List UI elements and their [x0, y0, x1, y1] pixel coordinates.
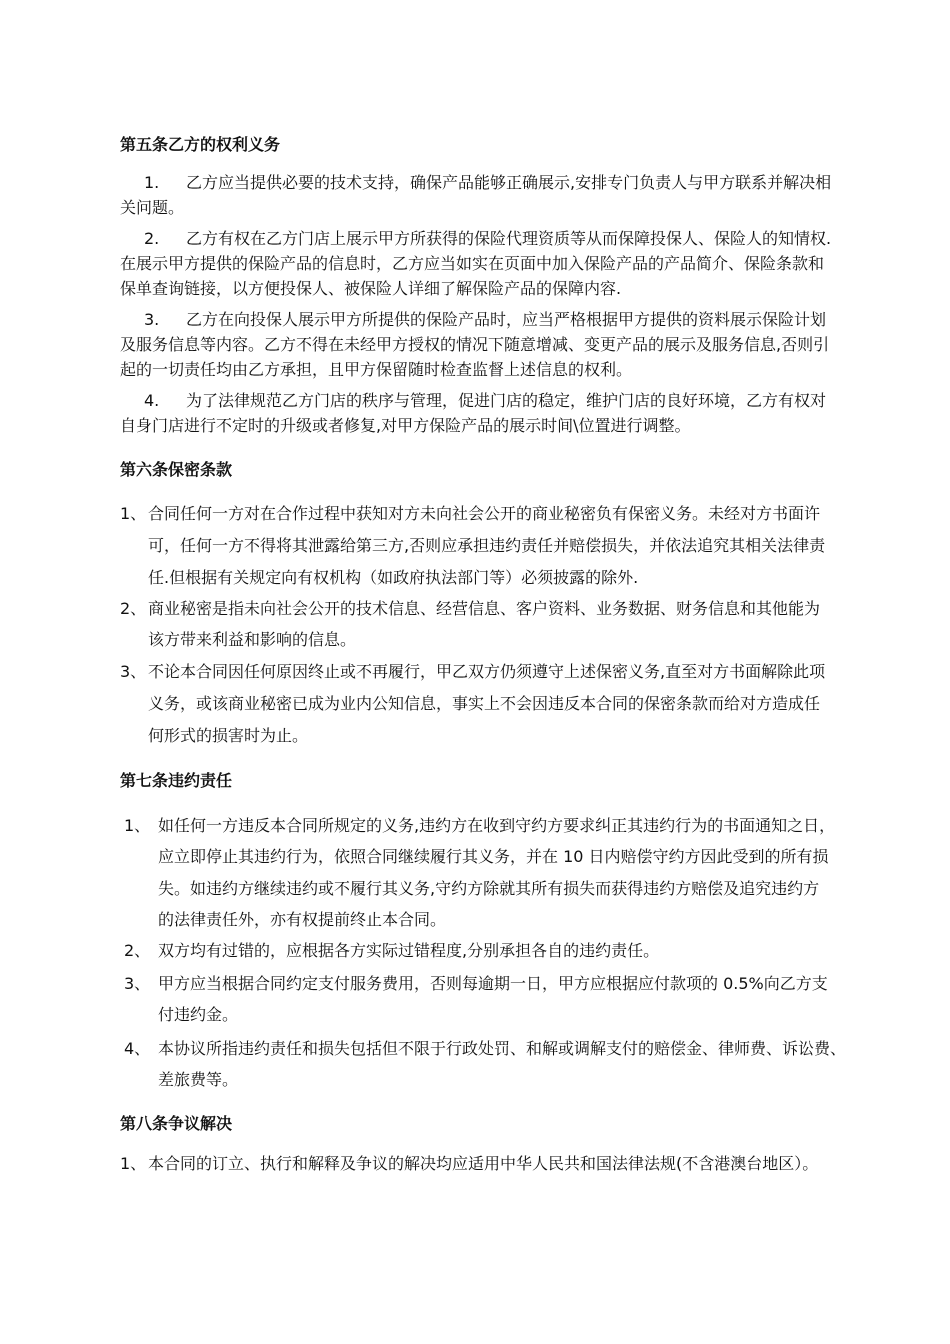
section-7-item-1-line-3: 失。如违约方继续违约或不履行其义务,守约方除就其所有损失而获得违约方赔偿及追究违约方: [158, 879, 820, 898]
section-5-item-2-line-3: 保单查询链接，以方便投保人、被保险人详细了解保险产品的保障内容.: [120, 279, 622, 298]
section-5-item-1-number: 1.: [144, 173, 160, 192]
section-6-item-1-line-1: 合同任何一方对在合作过程中获知对方未向社会公开的商业秘密负有保密义务。未经对方书面许: [148, 504, 821, 523]
section-5-item-3-line-2: 及服务信息等内容。乙方不得在未经甲方授权的情况下随意增减、变更产品的展示及服务信息,否则引: [120, 335, 830, 354]
section-5-item-3-line-1: 乙方在向投保人展示甲方所提供的保险产品时，应当严格根据甲方提供的资料展示保险计划: [186, 310, 827, 329]
section-6-item-2-line-1: 商业秘密是指未向社会公开的技术信息、经营信息、客户资料、业务数据、财务信息和其他能为: [148, 599, 821, 618]
section-6-item-1-line-3: 任.但根据有关规定向有权机构（如政府执法部门等）必须披露的除外.: [148, 568, 639, 587]
section-6-item-3-line-2: 义务，或该商业秘密已成为业内公知信息，事实上不会因违反本合同的保密条款而给对方造成任: [148, 694, 821, 713]
section-7-item-2-number: 2、: [124, 941, 151, 960]
section-5-item-3-line-3: 起的一切责任均由乙方承担，且甲方保留随时检查监督上述信息的权利。: [120, 360, 633, 379]
section-8-title: 第八条争议解决: [120, 1114, 233, 1133]
section-7-item-4-line-1: 本协议所指违约责任和损失包括但不限于行政处罚、和解或调解支付的赔偿金、律师费、诉讼费、: [158, 1039, 847, 1058]
section-7-item-3-number: 3、: [124, 974, 151, 993]
section-5-title: 第五条乙方的权利义务: [120, 135, 281, 154]
section-6-item-2-line-2: 该方带来利益和影响的信息。: [148, 630, 357, 649]
section-7-item-4-line-2: 差旅费等。: [158, 1070, 239, 1089]
section-8-item-1-line-1: 本合同的订立、执行和解释及争议的解决均应适用中华人民共和国法律法规(不含港澳台地区）。: [148, 1154, 819, 1173]
section-5-item-2-line-2: 在展示甲方提供的保险产品的信息时，乙方应当如实在页面中加入保险产品的产品简介、保险条款和: [120, 254, 825, 273]
section-5-item-4-line-2: 自身门店进行不定时的升级或者修复,对甲方保险产品的展示时间\位置进行调整。: [120, 416, 691, 435]
section-5-item-3-number: 3.: [144, 310, 160, 329]
section-5-item-1-line-2: 关问题。: [120, 198, 185, 217]
section-6-title: 第六条保密条款: [120, 460, 233, 479]
section-7-item-1-number: 1、: [124, 816, 151, 835]
section-7-item-1-line-4: 的法律责任外，亦有权提前终止本合同。: [158, 910, 447, 929]
section-6-item-3-line-3: 何形式的损害时为止。: [148, 726, 309, 745]
section-6-item-1-number: 1、: [120, 504, 147, 523]
section-6-item-1-line-2: 可，任何一方不得将其泄露给第三方,否则应承担违约责任并赔偿损失，并依法追究其相关法律责: [148, 536, 826, 555]
section-6-item-3-number: 3、: [120, 662, 147, 681]
section-6-item-2-number: 2、: [120, 599, 147, 618]
section-7-item-1-line-1: 如任何一方违反本合同所规定的义务,违约方在收到守约方要求纠正其违约行为的书面通知之日，: [158, 816, 836, 835]
section-7-item-1-line-2: 应立即停止其违约行为，依照合同继续履行其义务，并在 10 日内赔偿守约方因此受到的所有损: [158, 847, 829, 866]
section-7-item-4-number: 4、: [124, 1039, 151, 1058]
section-5-item-4-line-1: 为了法律规范乙方门店的秩序与管理，促进门店的稳定，维护门店的良好环境，乙方有权对: [186, 391, 827, 410]
section-5-item-2-line-1: 乙方有权在乙方门店上展示甲方所获得的保险代理资质等从而保障投保人、保险人的知情权.: [186, 229, 832, 248]
section-7-item-3-line-1: 甲方应当根据合同约定支付服务费用，否则每逾期一日，甲方应根据应付款项的 0.5%向乙方支: [158, 974, 828, 993]
section-5-item-1-line-1: 乙方应当提供必要的技术支持，确保产品能够正确展示,安排专门负责人与甲方联系并解决相: [186, 173, 832, 192]
section-7-item-3-line-2: 付违约金。: [158, 1005, 239, 1024]
section-7-title: 第七条违约责任: [120, 771, 233, 790]
section-8-item-1-number: 1、: [120, 1154, 147, 1173]
section-7-item-2-line-1: 双方均有过错的，应根据各方实际过错程度,分别承担各自的违约责任。: [158, 941, 660, 960]
section-6-item-3-line-1: 不论本合同因任何原因终止或不再履行，甲乙双方仍须遵守上述保密义务,直至对方书面解除此项: [148, 662, 826, 681]
section-5-item-4-number: 4.: [144, 391, 160, 410]
section-5-item-2-number: 2.: [144, 229, 160, 248]
